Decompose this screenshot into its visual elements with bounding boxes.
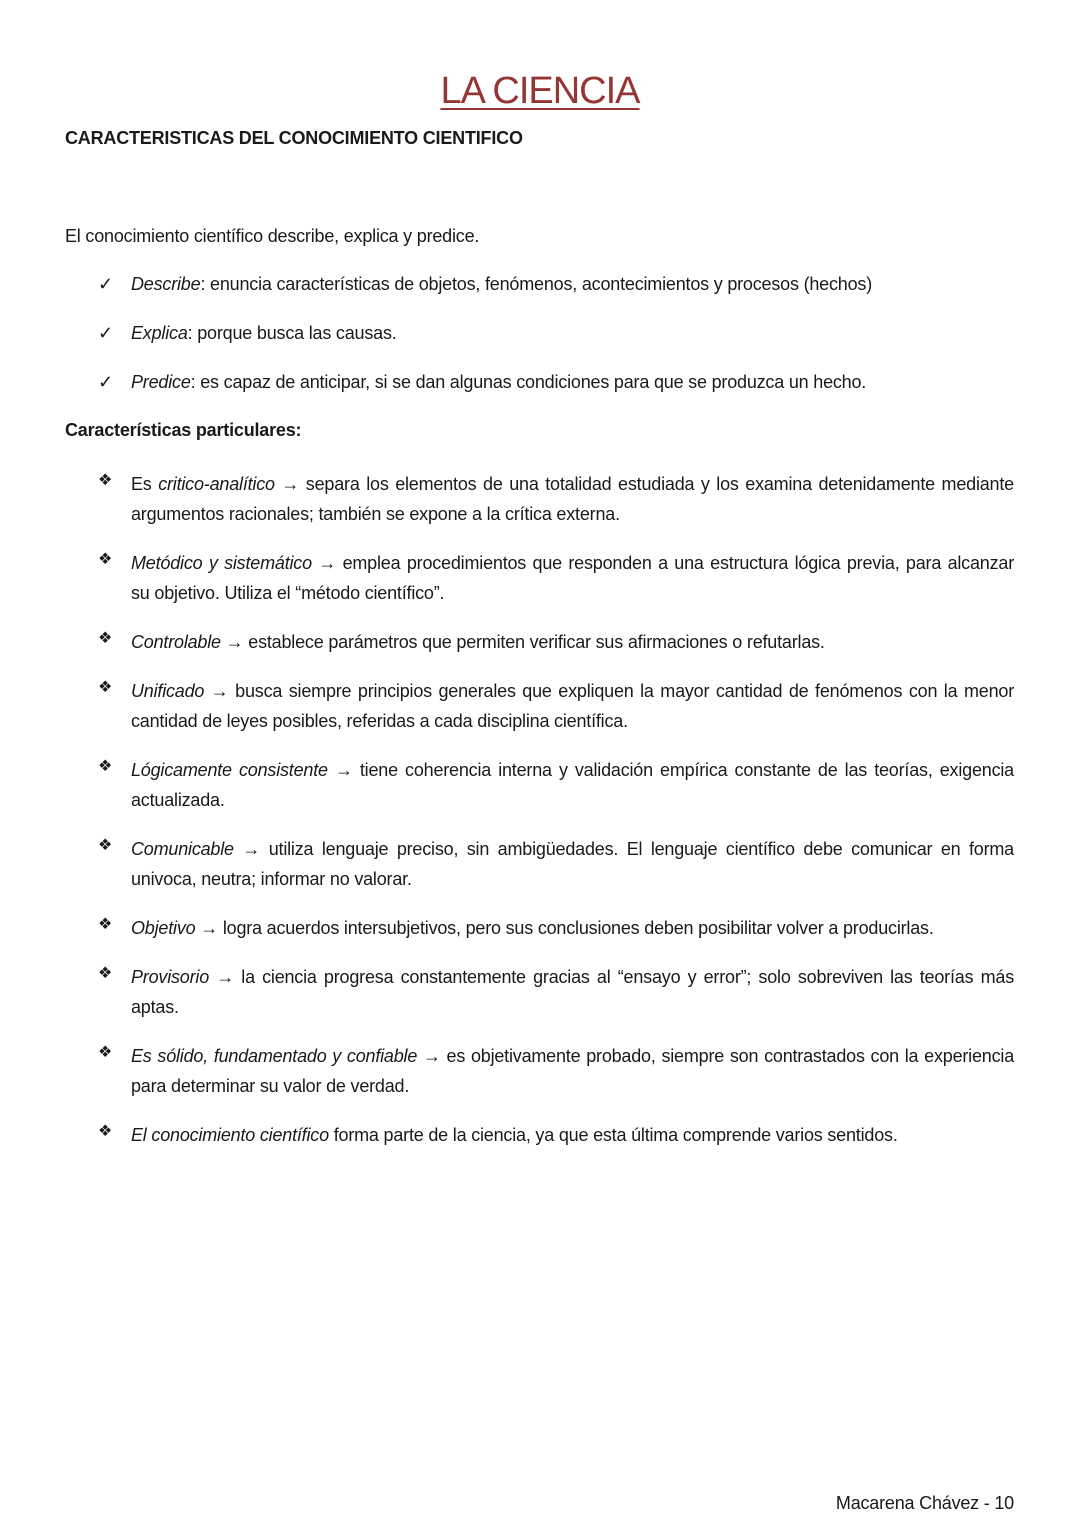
bullet-text xyxy=(131,1041,1014,1101)
page-title xyxy=(0,70,1080,113)
bullet-item xyxy=(98,913,1014,943)
bullet-text xyxy=(131,676,1014,736)
diamond-bullet-icon: ❖ xyxy=(98,1044,113,1061)
check-term: Describe xyxy=(131,274,201,294)
intro-paragraph: El conocimiento científico describe, explica y predice. xyxy=(65,226,480,246)
bullet-text xyxy=(131,469,1014,529)
check-text xyxy=(131,372,866,421)
bullet-term: Comunicable xyxy=(131,839,234,859)
bullet-description: busca siempre principios generales que expliquen la mayor cantidad de fenómenos con la menor cantidad de leyes posibles, referidas a cada disciplina científica. xyxy=(131,681,1014,731)
arrow-icon: → xyxy=(233,839,269,859)
bullet-text xyxy=(131,755,1014,815)
check-item xyxy=(98,323,872,372)
bullet-term: Es sólido, fundamentado y confiable xyxy=(131,1046,418,1066)
particular-heading: Características particulares: xyxy=(65,420,302,440)
bullet-item xyxy=(98,469,1014,529)
bullet-text xyxy=(131,627,1014,657)
bullet-text xyxy=(131,1120,1014,1150)
diamond-bullet-icon: ❖ xyxy=(98,679,113,696)
bullet-prefix: Es xyxy=(131,474,159,494)
check-description: : porque busca las causas. xyxy=(187,323,397,343)
bullet-item xyxy=(98,1041,1014,1101)
diamond-bullet-icon: ❖ xyxy=(98,1123,113,1140)
bullet-term: Provisorio xyxy=(131,967,210,987)
bullet-text xyxy=(131,913,1014,943)
arrow-icon: → xyxy=(327,760,360,780)
bullet-description: utiliza lenguaje preciso, sin ambigüedades. El lenguaje científico debe comunicar en forma univoca, neutra; informar no valorar. xyxy=(131,839,1014,889)
arrow-icon: → xyxy=(274,474,306,494)
arrow-icon: → xyxy=(417,1046,447,1066)
check-description: : es capaz de anticipar, si se dan algunas condiciones para que se produzca un hecho. xyxy=(190,372,867,392)
section-heading: CARACTERISTICAS DEL CONOCIMIENTO CIENTIFICO xyxy=(65,128,523,148)
check-text xyxy=(131,323,397,372)
bullet-description: emplea procedimientos que responden a una estructura lógica previa, para alcanzar su objetivo. Utiliza el “método científico”. xyxy=(131,553,1015,603)
bullet-term: critico-analítico xyxy=(158,474,275,494)
diamond-bullet-icon: ❖ xyxy=(98,837,113,854)
bullet-term: Lógicamente consistente xyxy=(131,760,328,780)
bullet-description: es objetivamente probado, siempre son contrastados con la experiencia para determinar su valor de verdad. xyxy=(131,1046,1015,1096)
check-icon: ✓ xyxy=(98,323,113,343)
bullet-description: separa los elementos de una totalidad estudiada y los examina detenidamente mediante argumentos racionales; también se expone a la crítica externa. xyxy=(131,474,1014,524)
page-footer: Macarena Chávez - 10 xyxy=(835,1493,1014,1513)
check-item xyxy=(98,372,872,421)
bullet-item xyxy=(98,1120,1014,1150)
bullet-term: Objetivo xyxy=(131,918,196,938)
bullet-text xyxy=(131,962,1014,1022)
bullet-item xyxy=(98,962,1014,1022)
bullet-item xyxy=(98,676,1014,736)
bullet-term: Controlable xyxy=(131,632,221,652)
check-text xyxy=(131,274,872,323)
arrow-icon: → xyxy=(311,553,343,573)
bullet-description: logra acuerdos intersubjetivos, pero sus conclusiones deben posibilitar volver a producirlas. xyxy=(222,918,934,938)
bullet-item xyxy=(98,755,1014,815)
diamond-bullet-icon: ❖ xyxy=(98,551,113,568)
bullet-description: tiene coherencia interna y validación empírica constante de las teorías, exigencia actualizada. xyxy=(131,760,1014,810)
bullet-item xyxy=(98,627,1014,657)
bullet-list xyxy=(98,469,1014,1169)
bullet-description: la ciencia progresa constantemente gracias al “ensayo y error”; solo sobreviven las teorías más aptas. xyxy=(131,967,1014,1017)
bullet-term: El conocimiento científico xyxy=(131,1125,329,1145)
check-icon: ✓ xyxy=(98,372,113,392)
diamond-bullet-icon: ❖ xyxy=(98,965,113,982)
bullet-text xyxy=(131,548,1014,608)
bullet-description: forma parte de la ciencia, ya que esta última comprende varios sentidos. xyxy=(333,1125,898,1145)
arrow-icon: → xyxy=(195,918,223,938)
check-list xyxy=(98,274,872,421)
bullet-item xyxy=(98,834,1014,894)
bullet-text xyxy=(131,834,1014,894)
diamond-bullet-icon: ❖ xyxy=(98,758,113,775)
check-term: Explica xyxy=(131,323,188,343)
check-description: : enuncia características de objetos, fenómenos, acontecimientos y procesos (hechos) xyxy=(200,274,872,294)
title-text: LA CIENCIA xyxy=(440,70,640,112)
arrow-icon: → xyxy=(204,681,236,701)
diamond-bullet-icon: ❖ xyxy=(98,630,113,647)
arrow-icon: → xyxy=(209,967,242,987)
check-term: Predice xyxy=(131,372,191,392)
arrow-icon: → xyxy=(220,632,249,652)
diamond-bullet-icon: ❖ xyxy=(98,472,113,489)
check-icon: ✓ xyxy=(98,274,113,294)
check-item xyxy=(98,274,872,323)
bullet-term: Metódico y sistemático xyxy=(131,553,312,573)
bullet-item xyxy=(98,548,1014,608)
bullet-term: Unificado xyxy=(131,681,205,701)
bullet-description: establece parámetros que permiten verificar sus afirmaciones o refutarlas. xyxy=(248,632,825,652)
diamond-bullet-icon: ❖ xyxy=(98,916,113,933)
